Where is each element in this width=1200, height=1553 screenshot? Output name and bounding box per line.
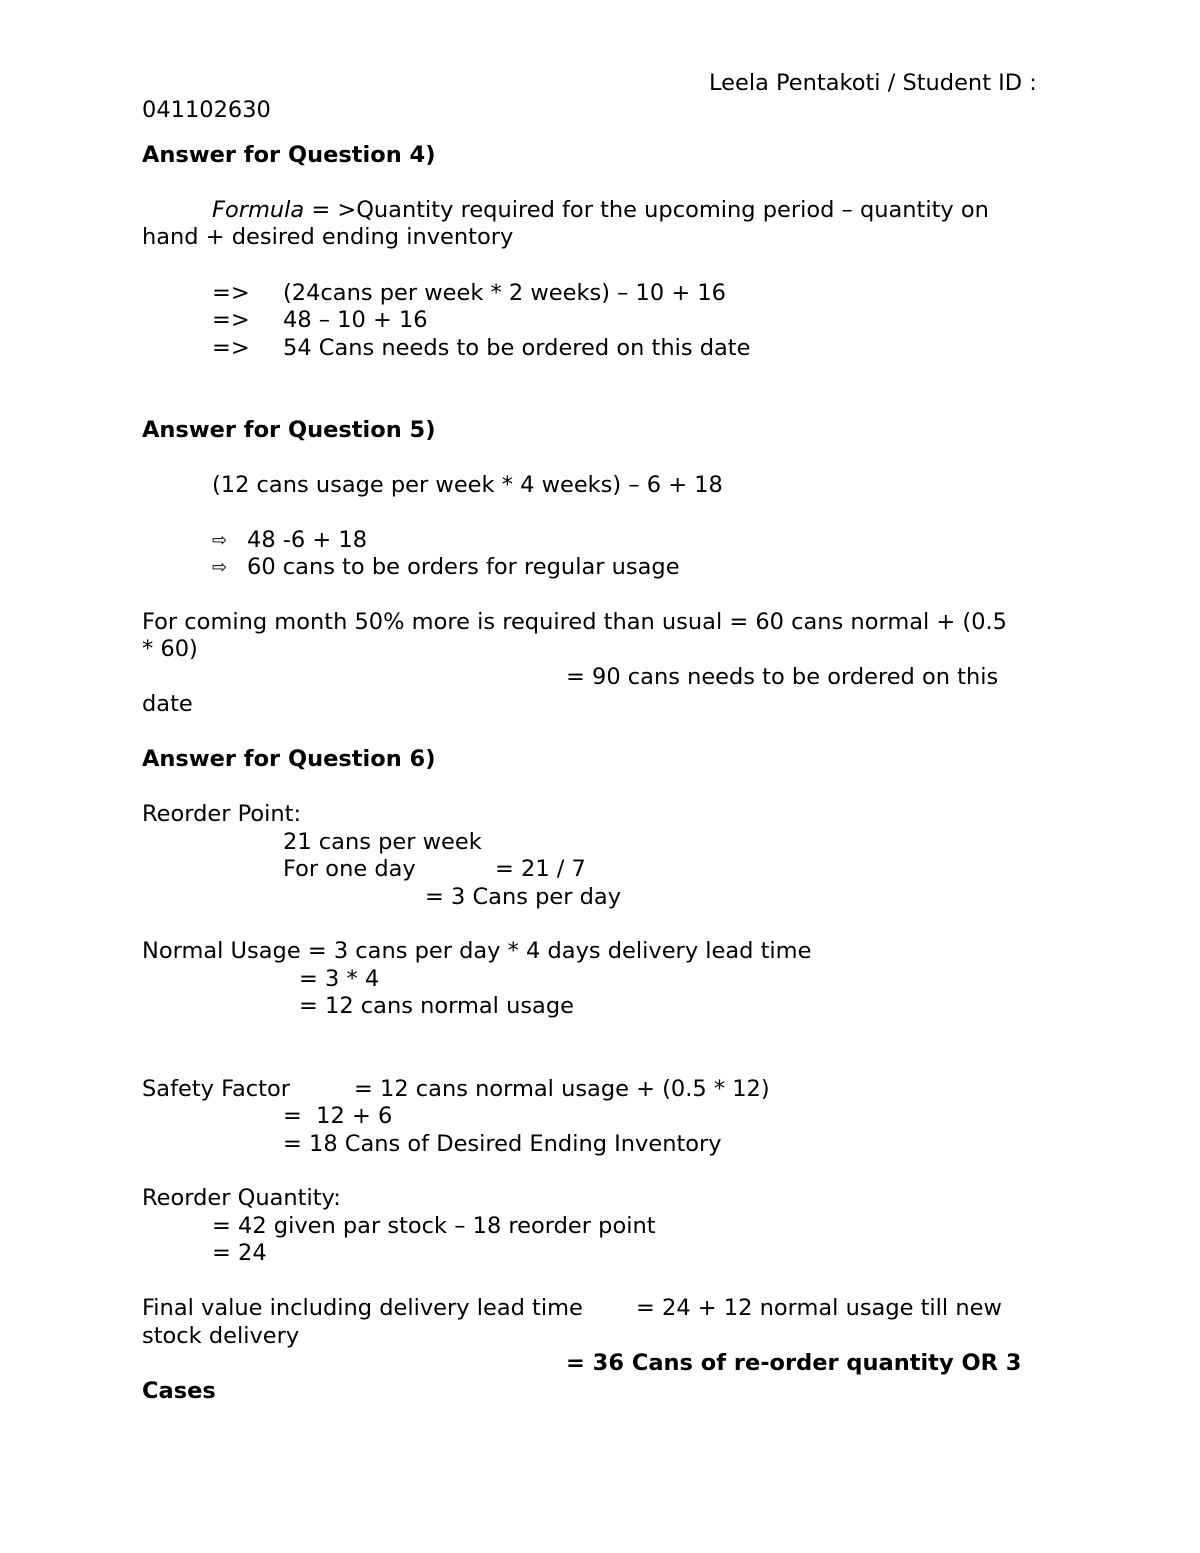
final-value-continuation: stock delivery — [142, 1323, 300, 1349]
formula-label: Formula — [212, 197, 305, 223]
arrow-icon: ⇨ — [212, 530, 228, 551]
cans-per-week: 21 cans per week — [283, 829, 482, 855]
q4-step-arrow: => — [212, 280, 250, 306]
q4-step-text: (24cans per week * 2 weeks) – 10 + 16 — [283, 280, 726, 306]
q5-expression: (12 cans usage per week * 4 weeks) – 6 + 18 — [212, 472, 723, 498]
q5-step-text: 48 -6 + 18 — [247, 527, 368, 553]
q4-step-text: 48 – 10 + 16 — [283, 307, 428, 333]
q5-step-text: 60 cans to be orders for regular usage — [247, 554, 680, 580]
q6-heading: Answer for Question 6) — [142, 746, 436, 772]
q5-coming-month-continuation: * 60) — [142, 636, 198, 662]
q5-heading: Answer for Question 5) — [142, 417, 436, 443]
student-id: 041102630 — [142, 97, 271, 123]
formula-text: = >Quantity required for the upcoming period – quantity on — [304, 197, 989, 223]
safety-factor-line: = 12 + 6 — [283, 1103, 393, 1129]
arrow-icon: ⇨ — [212, 557, 228, 578]
normal-usage-result: = 12 cans normal usage — [299, 993, 574, 1019]
final-result-continuation: Cases — [142, 1378, 216, 1404]
q4-step-arrow: => — [212, 335, 250, 361]
reorder-point-label: Reorder Point: — [142, 801, 302, 827]
q4-formula-line — [212, 197, 989, 224]
final-result: = 36 Cans of re-order quantity OR 3 — [566, 1350, 1022, 1376]
one-day-calc: = 21 / 7 — [495, 856, 586, 882]
reorder-quantity-label: Reorder Quantity: — [142, 1185, 341, 1211]
safety-factor-line: = 12 cans normal usage + (0.5 * 12) — [354, 1076, 770, 1102]
q5-result-line: = 90 cans needs to be ordered on this — [566, 664, 999, 690]
safety-factor-result: = 18 Cans of Desired Ending Inventory — [283, 1131, 722, 1157]
q4-formula-continuation: hand + desired ending inventory — [142, 224, 514, 250]
normal-usage-calc: = 3 * 4 — [299, 966, 380, 992]
author-line: Leela Pentakoti / Student ID : — [709, 70, 1037, 96]
q5-result-continuation: date — [142, 691, 193, 717]
q5-coming-month-line: For coming month 50% more is required than usual = 60 cans normal + (0.5 — [142, 609, 1007, 635]
final-value-calc: = 24 + 12 normal usage till new — [636, 1295, 1002, 1321]
reorder-quantity-result: = 24 — [212, 1240, 267, 1266]
q4-step-arrow: => — [212, 307, 250, 333]
q4-heading: Answer for Question 4) — [142, 142, 436, 168]
normal-usage-line: Normal Usage = 3 cans per day * 4 days delivery lead time — [142, 938, 812, 964]
q4-step-text: 54 Cans needs to be ordered on this date — [283, 335, 751, 361]
safety-factor-label: Safety Factor — [142, 1076, 290, 1102]
cans-per-day: = 3 Cans per day — [425, 884, 622, 910]
one-day-label: For one day — [283, 856, 416, 882]
reorder-quantity-line: = 42 given par stock – 18 reorder point — [212, 1213, 656, 1239]
final-value-label: Final value including delivery lead time — [142, 1295, 583, 1321]
